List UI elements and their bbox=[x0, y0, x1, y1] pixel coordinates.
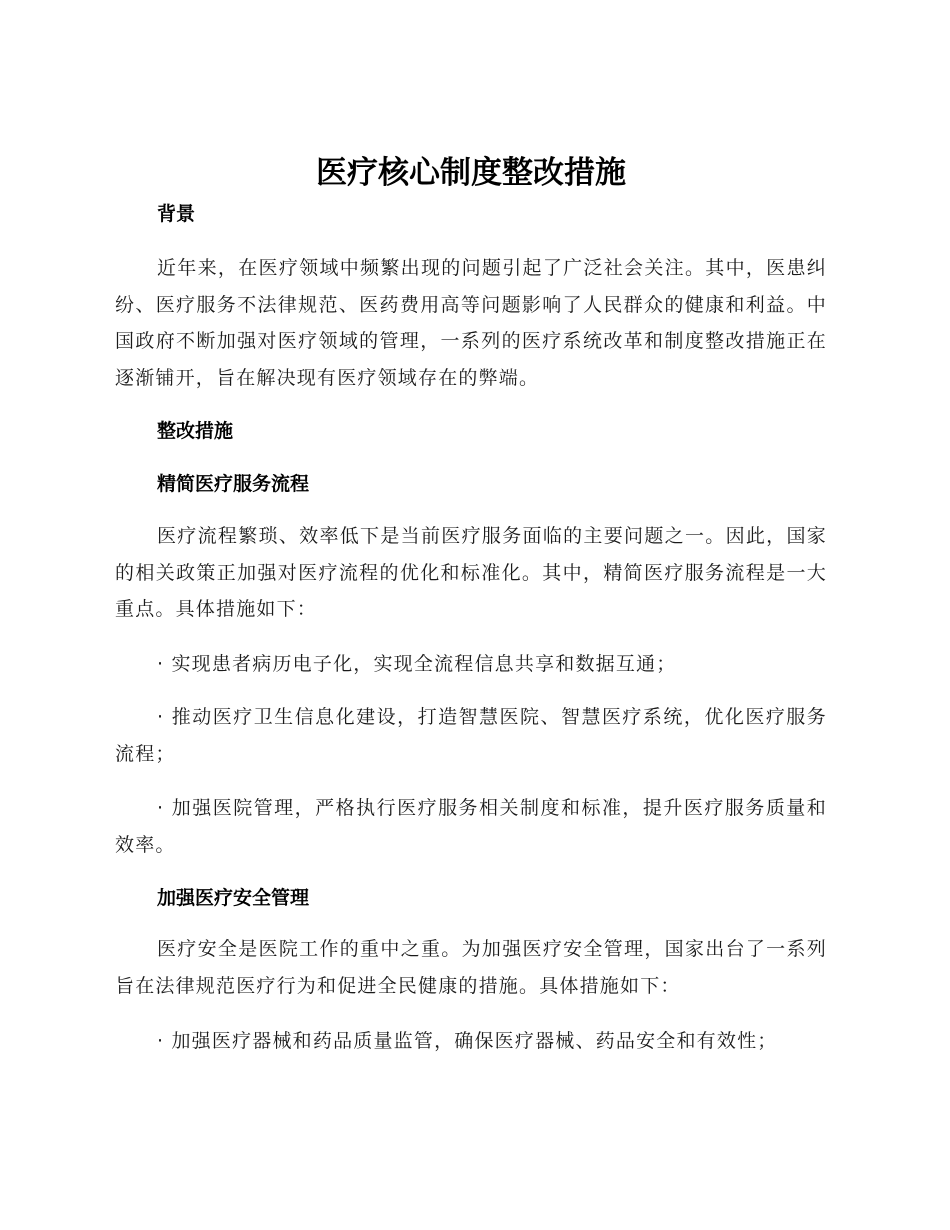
bullet-item-2: · 推动医疗卫生信息化建设，打造智慧医院、智慧医疗系统，优化医疗服务流程； bbox=[115, 706, 827, 765]
paragraph-background: 近年来，在医疗领域中频繁出现的问题引起了广泛社会关注。其中，医患纠纷、医疗服务不法律规范、医药费用高等问题影响了人民群众的健康和利益。中国政府不断加强对医疗领域的管理，一系列的医疗系统改革和制度整改措施正在逐渐铺开，旨在解决现有医疗领域存在的弊端。 bbox=[115, 257, 827, 389]
paragraph-streamline: 医疗流程繁琐、效率低下是当前医疗服务面临的主要问题之一。因此，国家的相关政策正加强对医疗流程的优化和标准化。其中，精简医疗服务流程是一大重点。具体措施如下： bbox=[115, 525, 827, 620]
subsection-heading-streamline: 精简医疗服务流程 bbox=[157, 473, 310, 495]
bullet-item-4: · 加强医疗器械和药品质量监管，确保医疗器械、药品安全和有效性； bbox=[157, 1030, 778, 1052]
bullet-item-1: · 实现患者病历电子化，实现全流程信息共享和数据互通； bbox=[157, 653, 677, 675]
paragraph-safety: 医疗安全是医院工作的重中之重。为加强医疗安全管理，国家出台了一系列旨在法律规范医疗行为和促进全民健康的措施。具体措施如下： bbox=[115, 938, 827, 997]
page-title: 医疗核心制度整改措施 bbox=[316, 155, 626, 191]
bullet-item-3: · 加强医院管理，严格执行医疗服务相关制度和标准，提升医疗服务质量和效率。 bbox=[115, 797, 827, 856]
section-heading-measures: 整改措施 bbox=[157, 420, 234, 442]
subsection-heading-safety: 加强医疗安全管理 bbox=[157, 887, 310, 909]
section-heading-background: 背景 bbox=[157, 203, 196, 225]
